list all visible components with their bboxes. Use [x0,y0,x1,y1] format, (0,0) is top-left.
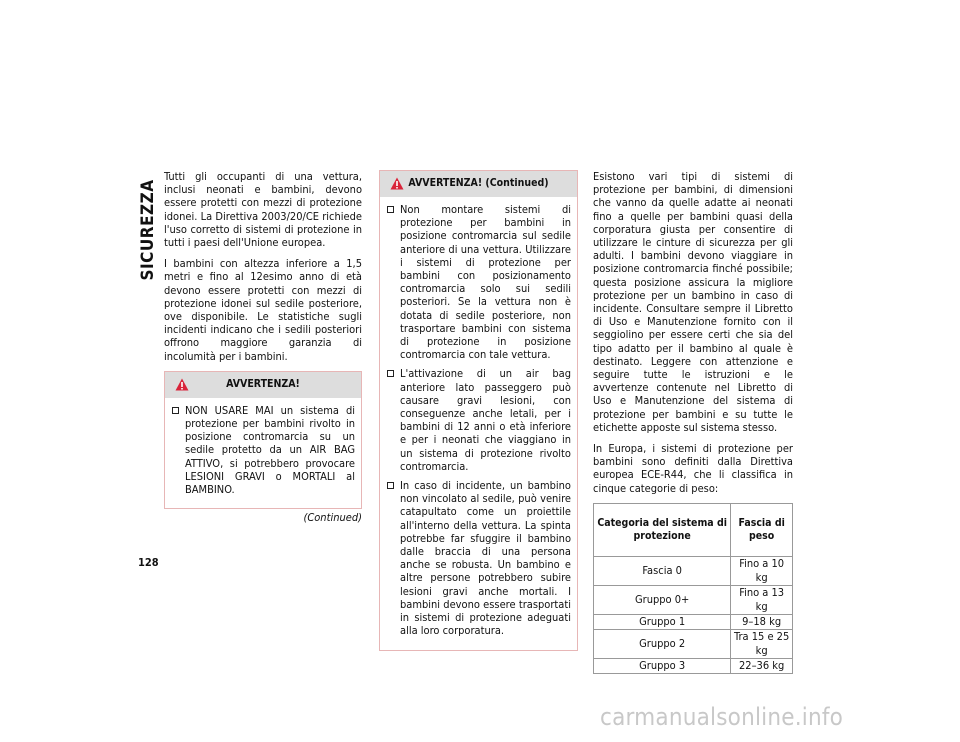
table-row [594,629,793,658]
warning-title: AVVERTENZA! [226,378,300,391]
checkbox-bullet-icon [172,407,179,414]
table-header-row [594,503,793,556]
weight-category-table [593,503,793,674]
table-cell: Gruppo 3 [594,658,731,673]
warning-item [386,479,571,637]
warning-triangle-icon [390,177,404,190]
table-cell: Gruppo 1 [594,614,731,629]
warning-item-text: Non montare sistemi di protezione per bambini in posizione contromarcia sul sedile anteriore di una vettura. Utilizzare i sistemi di protezione per bambini con posizionamento contromarcia solo sui sedili posteriori. Se la vettura non è dotata di sedile posteriore, non trasportare bambini con sistema di protezione in posizione contromarcia con tale vettura. [400,203,571,362]
warning-item [386,203,571,361]
warning-item-text: In caso di incidente, un bambino non vincolato al sedile, può venire catapultato come un proiettile all'interno della vettura. La spinta potrebbe far sfuggire il bambino dalle braccia di una persona anche se robusta. Un bambino e altre persone potrebbero subire lesioni gravi anche mortali. I bambini devono essere trasportati in sistemi di protezione adeguati alla loro corporatura. [400,479,571,638]
checkbox-bullet-icon [387,482,394,489]
warning-box [164,371,362,509]
table-row [594,658,793,673]
warning-header [380,171,577,197]
warning-box-continued [379,170,578,651]
table-header-weight: Fascia di peso [731,503,793,556]
warning-item [386,367,571,473]
table-row [594,614,793,629]
table-row [594,556,793,585]
table-row [594,585,793,614]
warning-item-text: L'attivazione di un air bag anteriore lato passeggero può causare gravi lesioni, con conseguenze anche letali, per i bambini di 12 anni o età inferiore e per i neonati che viaggiano in un sistema di protezione rivolto contromarcia. [400,367,571,473]
table-cell: Gruppo 2 [594,629,731,658]
paragraph-europe: In Europa, i sistemi di protezione per bambini sono definiti dalla Direttiva europea ECE-R44, che li classifica in cinque categorie di peso: [593,442,793,495]
section-tab [138,170,158,290]
section-title: SICUREZZA [138,179,158,281]
column-right [593,170,793,674]
warning-body [165,398,361,508]
paragraph-intro: Tutti gli occupanti di una vettura, inclusi neonati e bambini, devono essere protetti con mezzi di protezione idonei. La Direttiva 2003/20/CE richiede l'uso corretto di sistemi di protezione in tutti i paesi dell'Unione europea. [164,170,362,250]
warning-title: AVVERTENZA! (Continued) [408,177,549,190]
continued-label: (Continued) [303,511,362,525]
warning-item-text: NON USARE MAI un sistema di protezione per bambini rivolto in posizione contromarcia su un sedile protetto da un AIR BAG ATTIVO, si potrebbero provocare LESIONI GRAVI o MORTALI al BAMBINO. [185,403,355,497]
table-cell: Gruppo 0+ [594,585,731,614]
table-cell: Fino a 10 kg [731,556,793,585]
checkbox-bullet-icon [387,206,394,213]
warning-triangle-icon [175,378,189,391]
table-header-category: Categoria del sistema di protezione [594,503,731,556]
table-cell: 22–36 kg [731,658,793,673]
warning-item [171,404,355,496]
column-middle [379,170,578,651]
paragraph-children-height: I bambini con altezza inferiore a 1,5 metri e fino al 12esimo anno di età devono essere protetti con mezzi di protezione idonei sul sedile posteriore, ove disponibile. Le statistiche sugli incidenti indicano che i sedili posteriori offrono maggiore garanzia di incolumità per i bambini. [164,257,362,363]
watermark[interactable]: carmanualsonline.info [600,703,844,731]
warning-header [165,372,361,398]
table-cell: Fascia 0 [594,556,731,585]
warning-body [380,197,577,650]
paragraph-systems: Esistono vari tipi di sistemi di protezione per bambini, di dimensioni che vanno da quelle adatte ai neonati fino a quelle per bambini quasi della corporatura giusta per consentire di utilizzare le cinture di sicurezza per gli adulti. I bambini devono viaggiare in posizione contromarcia finché possibile; questa posizione assicura la migliore protezione per un bambino in caso di incidente. Consultare sempre il Libretto di Uso e Manutenzione fornito con il seggiolino per essere certi che sia del tipo adatto per il bambino al quale è destinato. Leggere con attenzione e seguire tutte le istruzioni e le avvertenze contenute nel Libretto di Uso e Manutenzione del sistema di protezione per bambini e su tutte le etichette apposte sul sistema stesso. [593,170,793,434]
column-left [164,170,362,524]
table-cell: 9–18 kg [731,614,793,629]
page-number: 128 [138,556,159,569]
table-cell: Fino a 13 kg [731,585,793,614]
table-cell: Tra 15 e 25 kg [731,629,793,658]
checkbox-bullet-icon [387,370,394,377]
